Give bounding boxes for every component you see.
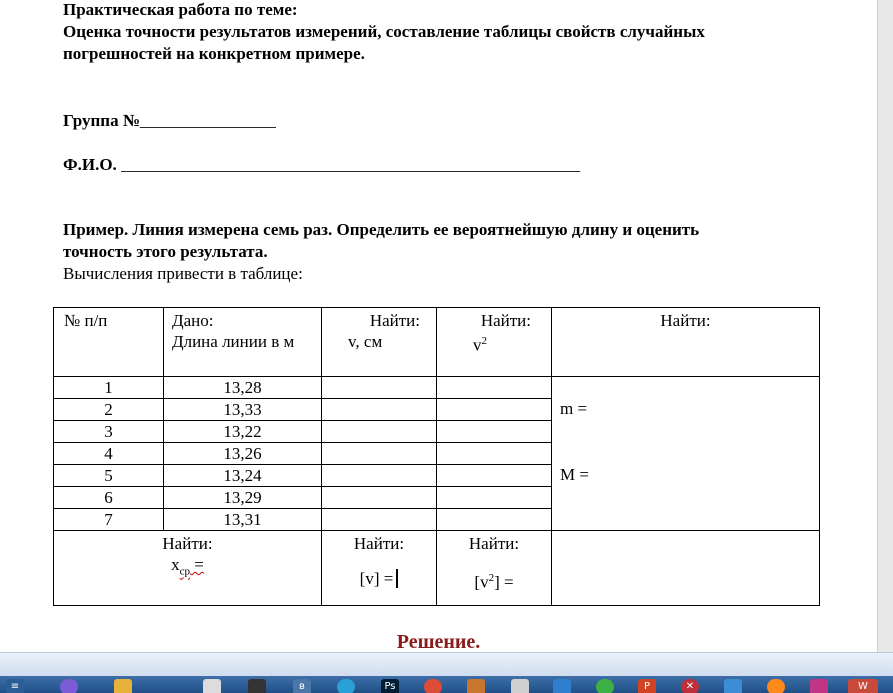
table-row: 1 13,28 m = M = [54, 377, 820, 399]
store-icon[interactable] [724, 679, 742, 693]
globe-icon[interactable] [337, 679, 355, 693]
table-row: 7 13,31 [54, 509, 820, 531]
v-cell[interactable] [322, 377, 437, 399]
solution-heading: Решение. [396, 631, 481, 652]
heading-line-2: Оценка точности результатов измерений, составление таблицы свойств случайных [63, 22, 705, 41]
v-cell[interactable] [322, 399, 437, 421]
header-v2: Найти: $v^2$ [437, 308, 552, 377]
table-row: 5 13,24 [54, 465, 820, 487]
start-icon[interactable]: ≡ [6, 679, 24, 693]
fio-field[interactable] [63, 155, 580, 175]
v2-cell[interactable] [437, 421, 552, 443]
example-line-3: Вычисления привести в таблице: [63, 264, 303, 283]
header-given: Дано: Длина линии в м [164, 308, 322, 377]
footer-v2-sum[interactable]: Найти: $[v^2]$ = [437, 531, 552, 606]
footer-empty-cell[interactable] [552, 531, 820, 606]
group-blank[interactable]: ________________ [139, 111, 276, 130]
v-cell[interactable] [322, 421, 437, 443]
calendar-icon[interactable] [553, 679, 571, 693]
header-number: № п/п [54, 308, 164, 377]
app-icon[interactable] [60, 679, 78, 693]
footer-xcp[interactable]: Найти: $x_{ср}$ = [54, 531, 322, 606]
example-line-1: Пример. Линия измерена семь раз. Определить ее вероятнейшую длину и оценить [63, 220, 700, 239]
fio-label: Ф.И.О. [63, 155, 117, 174]
result-cell[interactable] [552, 377, 820, 531]
v2-cell[interactable] [437, 509, 552, 531]
header-v: Найти: v, см [322, 308, 437, 377]
group-field[interactable] [63, 111, 276, 131]
word-icon[interactable]: W [848, 679, 878, 693]
table-row: 3 13,22 [54, 421, 820, 443]
heading-line-1: Практическая работа по теме: [63, 0, 298, 19]
taskbar [0, 676, 893, 693]
whatsapp-icon[interactable] [596, 679, 614, 693]
media-icon[interactable] [248, 679, 266, 693]
fio-blank[interactable]: ______________________________________________________ [121, 155, 581, 174]
footer-v-sum[interactable]: Найти: [v] = [322, 531, 437, 606]
paint-icon[interactable] [511, 679, 529, 693]
heading-line-3: погрешностей на конкретном примере. [63, 44, 365, 63]
table-header-row [54, 308, 820, 377]
photoshop-icon[interactable]: Ps [381, 679, 399, 693]
M-label: M = [560, 465, 589, 484]
v2-cell[interactable] [437, 487, 552, 509]
close-app-icon[interactable]: ✕ [681, 679, 699, 693]
v-cell[interactable] [322, 465, 437, 487]
example-line-2: точность этого результата. [63, 242, 268, 261]
folder-icon[interactable] [114, 679, 132, 693]
instagram-icon[interactable] [810, 679, 828, 693]
chrome-icon[interactable] [424, 679, 442, 693]
v2-cell[interactable] [437, 377, 552, 399]
vertical-scrollbar[interactable] [877, 0, 893, 652]
firefox-icon[interactable] [767, 679, 785, 693]
calc-table [53, 307, 820, 606]
table-row: 4 13,26 [54, 443, 820, 465]
group-label: Группа № [63, 111, 140, 130]
notes-icon[interactable] [467, 679, 485, 693]
v2-cell[interactable] [437, 443, 552, 465]
header-find: Найти: [552, 308, 820, 377]
v-cell[interactable] [322, 487, 437, 509]
calculator-icon[interactable] [203, 679, 221, 693]
v-cell[interactable] [322, 509, 437, 531]
table-footer-row [54, 531, 820, 606]
table-row: 6 13,29 [54, 487, 820, 509]
v-cell[interactable] [322, 443, 437, 465]
v2-cell[interactable] [437, 465, 552, 487]
m-label: m = [560, 399, 588, 418]
table-row: 2 13,33 [54, 399, 820, 421]
v2-cell[interactable] [437, 399, 552, 421]
powerpoint-icon[interactable]: P [638, 679, 656, 693]
vk-icon[interactable]: в [293, 679, 311, 693]
horizontal-scrollbar[interactable] [0, 652, 893, 677]
